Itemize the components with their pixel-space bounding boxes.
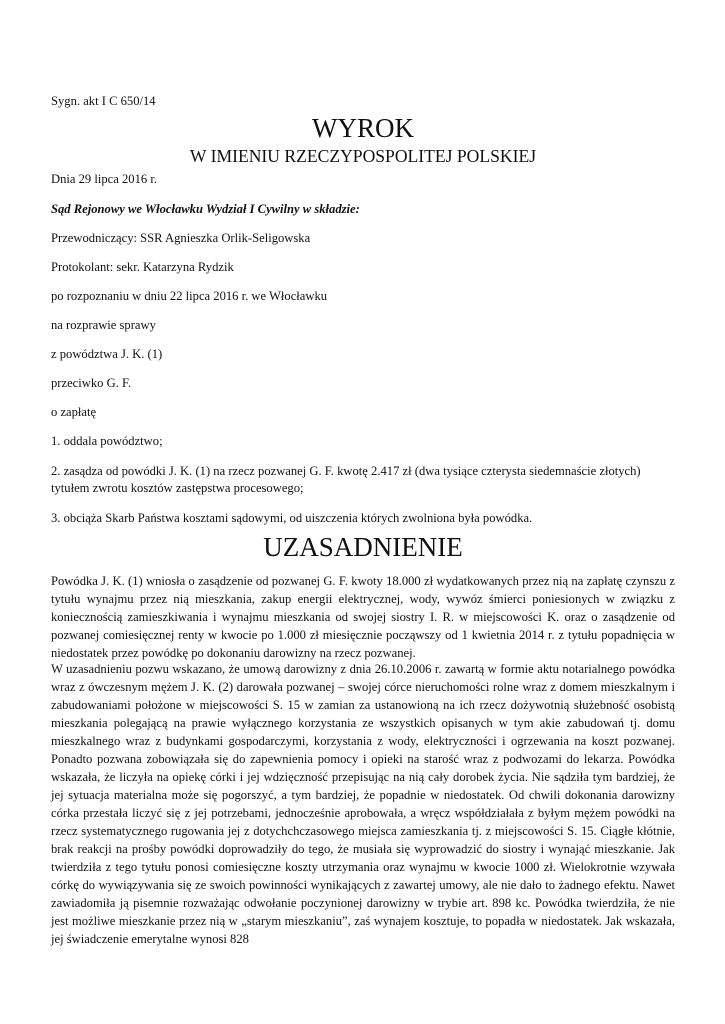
ruling-item-continuation: tytułem zwrotu kosztów zastępstwa procesowego; (51, 481, 304, 495)
hearing-session: na rozprawie sprawy (51, 318, 156, 332)
judgment-title: WYROK (312, 113, 414, 143)
case-subject: o zapłatę (51, 405, 97, 419)
judgment-date: Dnia 29 lipca 2016 r. (51, 172, 157, 186)
ruling-item: 3. obciąża Skarb Państwa kosztami sądowymi, od uiszczenia których zwolniona była powódka. (51, 511, 533, 525)
presiding-judge: Przewodniczący: SSR Agnieszka Orlik-Seligowska (51, 231, 311, 245)
defendant: przeciwko G. F. (51, 376, 132, 390)
plaintiff: z powództwa J. K. (1) (51, 347, 163, 361)
court-composition: Sąd Rejonowy we Włocławku Wydział I Cywilny w składzie: (51, 202, 360, 216)
justification-paragraph: Powódka J. K. (1) wniosła o zasądzenie od pozwanej G. F. kwoty 18.000 zł wydatkowanych przez nią na zapłatę czynszu z tytułu wynajmu przez nią mieszkania, zakup energii elektrycznej, wody, wywóz śmierci poniesionych w związku z koniecznością zamieszkiwania i wynajmu mieszkania od swojej siostry I. R. w miejscowości K. oraz o zasądzenie od pozwanej comiesięcznej renty w kwocie po 1.000 zł miesięcznie począwszy od 1 kwietnia 2014 r. z tytułu popadnięcia w niedostatek przez powódkę po dokonaniu darowizny na rzecz pozwanej. (51, 574, 675, 660)
court-recorder: Protokolant: sekr. Katarzyna Rydzik (51, 260, 234, 274)
case-signature: Sygn. akt I C 650/14 (51, 94, 156, 108)
judgment-subtitle: W IMIENIU RZECZYPOSPOLITEJ POLSKIEJ (189, 146, 537, 166)
justification-paragraph: W uzasadnieniu pozwu wskazano, że umową darowizny z dnia 26.10.2006 r. zawartą w formie aktu notarialnego powódka wraz z ówczesnym mężem J. K. (2) darowała pozwanej – swojej córce nieruchomości rolne wraz z domem mieszkalnym i zabudowaniami położone w miejscowości S. 15 w zamian za ustanowioną na ich rzecz dożywotnią służebność osobistą mieszkania polegającą na prawie wyłącznego korzystania ze wszystkich opisanych w tym akie zabudowań tj. domu mieszkalnego wraz z budynkami gospodarczymi, korzystania z wody, elektryczności i ogrzewania na koszt pozwanej. Ponadto pozwana zobowiązała się do zapewnienia pomocy i opieki na starość wraz z podwozami do lekarza. Powódka wskazała, że liczyła na opiekę córki i jej wdzięczność przepisując na nią cały dorobek życia. Nie sądziła tym bardziej, że jej sytuacja materialna może się pogorszyć, a tym bardziej, że popadnie w niedostatek. Od chwili dokonania darowizny córka przestała liczyć się z jej potrzebami, jednocześnie aprobowała, a wręcz współdziałała z byłym mężem powódki na rzecz systematycznego rugowania jej z dotychchczasowego miejsca zamieszkania tj. z miejscowości S. 15. Ciągłe kłótnie, brak reakcji na prośby powódki doprowadziły do tego, że musiała się wyprowadzić do siostry i wynająć mieszkanie. Jak twierdziła z tego tytułu ponosi comiesięczne koszty utrzymania oraz wynajmu w kwocie 1000 zł. Wielokrotnie wzywała córkę do wywiązywania się ze swoich powinności wynikających z zawartej umowy, ale nie dało to żadnego efektu. Nawet zawiadomiła ją pisemnie rozważając odwołanie poczynionej darowizny w trybie art. 898 kc. Powódka twierdziła, że nie jest możliwe mieszkanie przez nią w „starym mieszkaniu”, zaś wynajem kosztuje, to popadła w niedostatek. Jak wskazała, jej świadczenie emerytalne wynosi 828 (51, 662, 675, 946)
justification-title: UZASADNIENIE (263, 532, 463, 562)
ruling-item: 1. oddala powództwo; (51, 434, 163, 448)
ruling-item: 2. zasądza od powódki J. K. (1) na rzecz pozwanej G. F. kwotę 2.417 zł (dwa tysiące czterysta siedemnaście złotych) (51, 464, 641, 478)
hearing-date: po rozpoznaniu w dniu 22 lipca 2016 r. we Włocławku (51, 289, 328, 303)
